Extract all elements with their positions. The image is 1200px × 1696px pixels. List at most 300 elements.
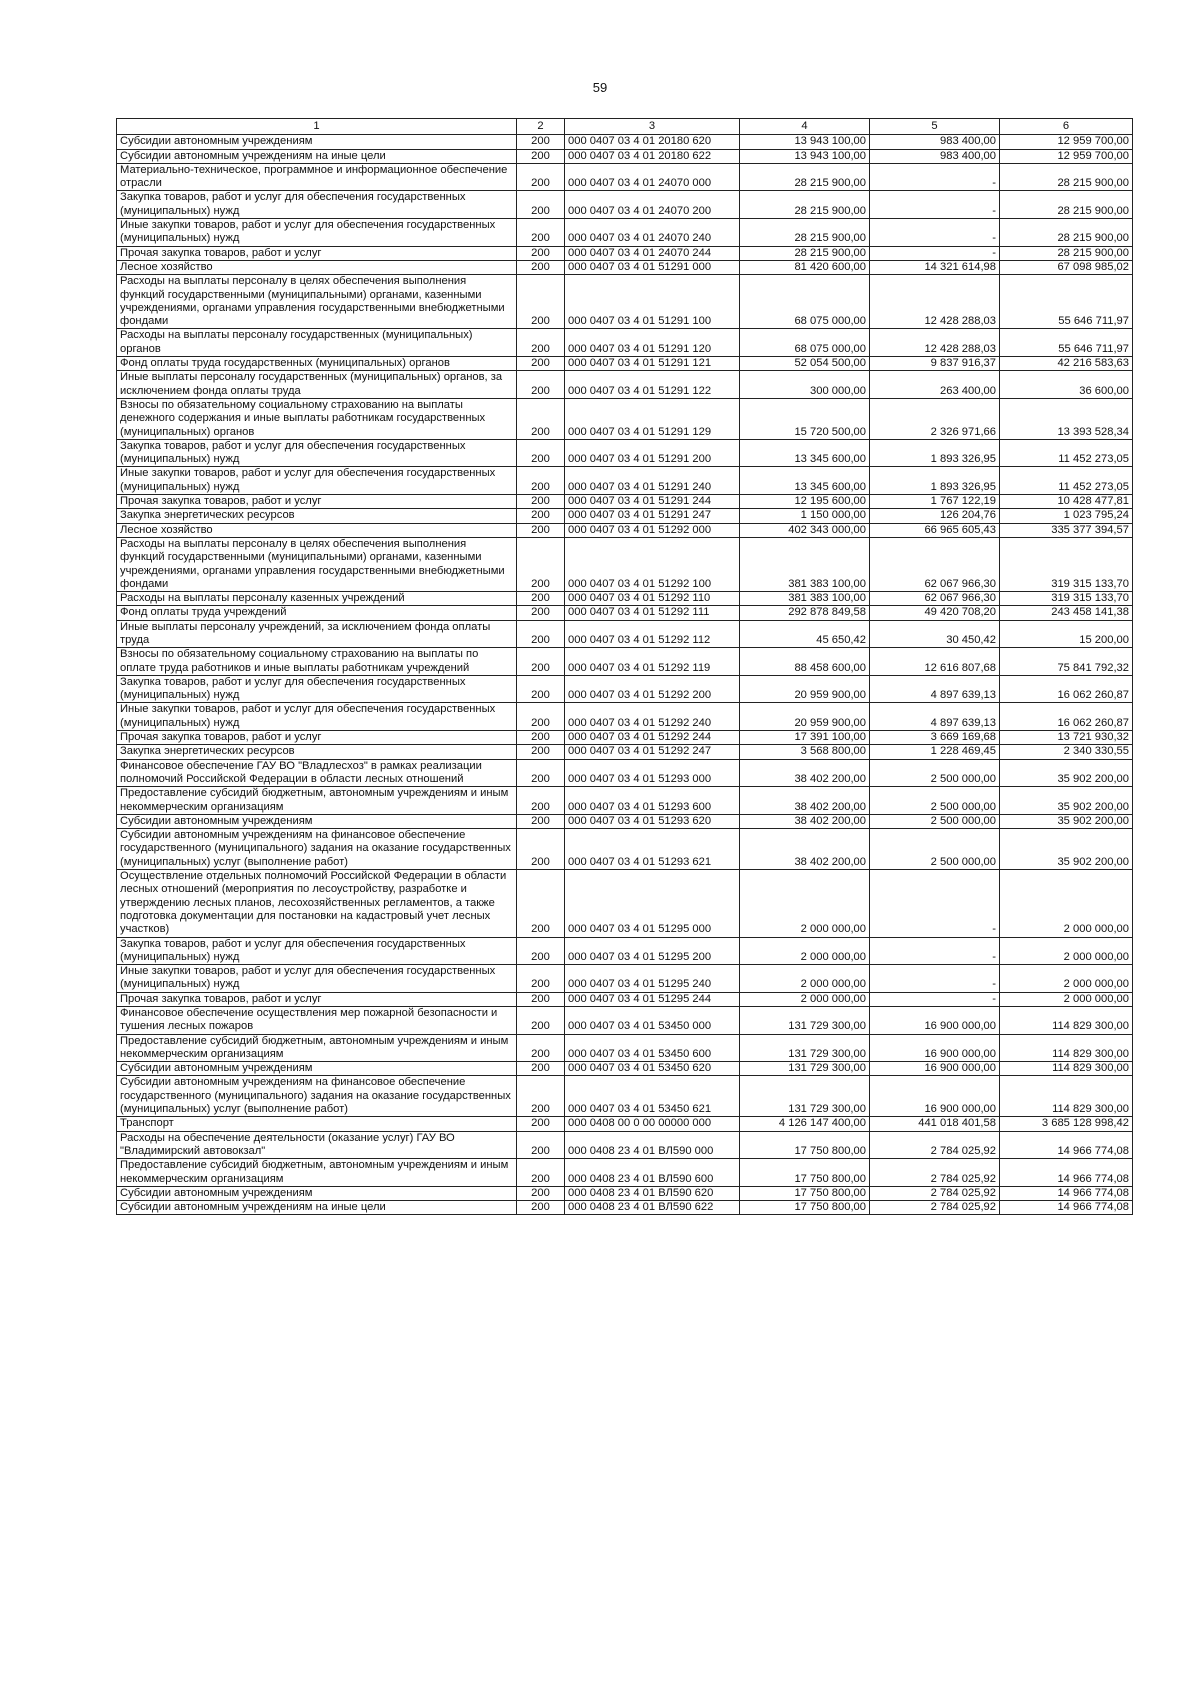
row-name-cell: Субсидии автономным учреждениям	[117, 814, 517, 828]
row-name-cell: Закупка товаров, работ и услуг для обеспечения государственных (муниципальных) нужд	[117, 439, 517, 467]
row-classification-cell: 000 0408 23 4 01 ВЛ590 000	[565, 1131, 740, 1159]
row-name-cell: Закупка энергетических ресурсов	[117, 509, 517, 523]
row-code-cell: 200	[517, 606, 565, 620]
row-approved-amount-cell: 131 729 300,00	[740, 1076, 870, 1117]
row-name-cell: Взносы по обязательному социальному страхованию на выплаты по оплате труда работников и иные выплаты работникам учреждений	[117, 648, 517, 676]
row-remaining-amount-cell: 10 428 477,81	[1000, 495, 1133, 509]
row-code-cell: 200	[517, 537, 565, 591]
table-row	[117, 829, 1133, 870]
row-approved-amount-cell: 52 054 500,00	[740, 357, 870, 371]
row-approved-amount-cell: 3 568 800,00	[740, 745, 870, 759]
table-row	[117, 439, 1133, 467]
row-code-cell: 200	[517, 398, 565, 439]
row-name-cell: Расходы на выплаты персоналу государственных (муниципальных) органов	[117, 329, 517, 357]
row-approved-amount-cell: 68 075 000,00	[740, 275, 870, 329]
row-executed-amount-cell: 3 669 169,68	[870, 731, 1000, 745]
row-remaining-amount-cell: 42 216 583,63	[1000, 357, 1133, 371]
row-name-cell: Субсидии автономным учреждениям	[117, 135, 517, 149]
table-row	[117, 1159, 1133, 1187]
row-remaining-amount-cell: 2 340 330,55	[1000, 745, 1133, 759]
row-code-cell: 200	[517, 1076, 565, 1117]
table-row	[117, 275, 1133, 329]
row-name-cell: Осуществление отдельных полномочий Российской Федерации в области лесных отношений (мероприятия по лесоустройству, разработке и утверждению лесных планов, лесохозяйственных регламентов, а также подготовка документации для постановки на кадастровый учет лесных участков)	[117, 870, 517, 937]
row-classification-cell: 000 0407 03 4 01 51292 247	[565, 745, 740, 759]
row-name-cell: Иные закупки товаров, работ и услуг для обеспечения государственных (муниципальных) нужд	[117, 703, 517, 731]
row-approved-amount-cell: 38 402 200,00	[740, 759, 870, 787]
row-approved-amount-cell: 13 345 600,00	[740, 467, 870, 495]
row-classification-cell: 000 0407 03 4 01 51292 200	[565, 675, 740, 703]
row-executed-amount-cell: 4 897 639,13	[870, 703, 1000, 731]
row-name-cell: Расходы на выплаты персоналу в целях обеспечения выполнения функций государственными (муниципальными) органами, казенными учреждениями, органами управления государственными внебюджетными фондами	[117, 275, 517, 329]
row-executed-amount-cell: 2 326 971,66	[870, 398, 1000, 439]
row-approved-amount-cell: 131 729 300,00	[740, 1007, 870, 1035]
row-executed-amount-cell: 126 204,76	[870, 509, 1000, 523]
row-executed-amount-cell: 441 018 401,58	[870, 1117, 1000, 1131]
row-approved-amount-cell: 17 391 100,00	[740, 731, 870, 745]
row-classification-cell: 000 0407 03 4 01 51295 240	[565, 965, 740, 993]
row-code-cell: 200	[517, 648, 565, 676]
row-executed-amount-cell: 2 500 000,00	[870, 829, 1000, 870]
row-executed-amount-cell: 2 500 000,00	[870, 814, 1000, 828]
row-approved-amount-cell: 13 345 600,00	[740, 439, 870, 467]
column-header: 3	[565, 119, 740, 135]
row-approved-amount-cell: 28 215 900,00	[740, 246, 870, 260]
row-remaining-amount-cell: 14 966 774,08	[1000, 1131, 1133, 1159]
row-name-cell: Субсидии автономным учреждениям	[117, 1062, 517, 1076]
row-executed-amount-cell: 1 767 122,19	[870, 495, 1000, 509]
page-number: 59	[592, 80, 608, 95]
row-approved-amount-cell: 13 943 100,00	[740, 149, 870, 163]
row-approved-amount-cell: 13 943 100,00	[740, 135, 870, 149]
row-classification-cell: 000 0407 03 4 01 51291 200	[565, 439, 740, 467]
row-executed-amount-cell: 16 900 000,00	[870, 1076, 1000, 1117]
table-row	[117, 246, 1133, 260]
table-row	[117, 495, 1133, 509]
table-row	[117, 787, 1133, 815]
row-code-cell: 200	[517, 829, 565, 870]
row-classification-cell: 000 0407 03 4 01 51291 000	[565, 260, 740, 274]
row-remaining-amount-cell: 114 829 300,00	[1000, 1034, 1133, 1062]
row-approved-amount-cell: 17 750 800,00	[740, 1159, 870, 1187]
table-row	[117, 992, 1133, 1006]
row-code-cell: 200	[517, 191, 565, 219]
row-remaining-amount-cell: 319 315 133,70	[1000, 592, 1133, 606]
row-executed-amount-cell: 14 321 614,98	[870, 260, 1000, 274]
row-name-cell: Расходы на выплаты персоналу в целях обеспечения выполнения функций государственными (муниципальными) органами, казенными учреждениями, органами управления государственными внебюджетными фондами	[117, 537, 517, 591]
row-remaining-amount-cell: 11 452 273,05	[1000, 467, 1133, 495]
row-code-cell: 200	[517, 937, 565, 965]
row-remaining-amount-cell: 1 023 795,24	[1000, 509, 1133, 523]
row-classification-cell: 000 0407 03 4 01 24070 200	[565, 191, 740, 219]
row-classification-cell: 000 0407 03 4 01 20180 622	[565, 149, 740, 163]
row-remaining-amount-cell: 12 959 700,00	[1000, 149, 1133, 163]
row-remaining-amount-cell: 55 646 711,97	[1000, 329, 1133, 357]
row-code-cell: 200	[517, 439, 565, 467]
row-remaining-amount-cell: 2 000 000,00	[1000, 965, 1133, 993]
table-row	[117, 357, 1133, 371]
row-code-cell: 200	[517, 814, 565, 828]
row-remaining-amount-cell: 335 377 394,57	[1000, 523, 1133, 537]
row-remaining-amount-cell: 13 393 528,34	[1000, 398, 1133, 439]
row-classification-cell: 000 0407 03 4 01 53450 600	[565, 1034, 740, 1062]
row-code-cell: 200	[517, 275, 565, 329]
row-executed-amount-cell: 263 400,00	[870, 371, 1000, 399]
row-code-cell: 200	[517, 1062, 565, 1076]
row-approved-amount-cell: 20 959 900,00	[740, 703, 870, 731]
table-row	[117, 703, 1133, 731]
column-number-header-row	[117, 119, 1133, 135]
row-remaining-amount-cell: 15 200,00	[1000, 620, 1133, 648]
table-row	[117, 675, 1133, 703]
row-name-cell: Расходы на выплаты персоналу казенных учреждений	[117, 592, 517, 606]
row-executed-amount-cell: -	[870, 163, 1000, 191]
row-name-cell: Субсидии автономным учреждениям на финансовое обеспечение государственного (муниципального) задания на оказание государственных (муниципальных) услуг (выполнение работ)	[117, 1076, 517, 1117]
row-classification-cell: 000 0407 03 4 01 51292 244	[565, 731, 740, 745]
row-remaining-amount-cell: 35 902 200,00	[1000, 829, 1133, 870]
row-code-cell: 200	[517, 149, 565, 163]
row-name-cell: Иные выплаты персоналу государственных (муниципальных) органов, за исключением фонда оплаты труда	[117, 371, 517, 399]
row-code-cell: 200	[517, 731, 565, 745]
row-approved-amount-cell: 381 383 100,00	[740, 537, 870, 591]
table-row	[117, 870, 1133, 937]
row-remaining-amount-cell: 55 646 711,97	[1000, 275, 1133, 329]
row-name-cell: Транспорт	[117, 1117, 517, 1131]
row-classification-cell: 000 0407 03 4 01 51291 122	[565, 371, 740, 399]
row-code-cell: 200	[517, 759, 565, 787]
row-approved-amount-cell: 38 402 200,00	[740, 814, 870, 828]
row-classification-cell: 000 0407 03 4 01 53450 620	[565, 1062, 740, 1076]
row-name-cell: Фонд оплаты труда государственных (муниципальных) органов	[117, 357, 517, 371]
row-approved-amount-cell: 45 650,42	[740, 620, 870, 648]
row-classification-cell: 000 0407 03 4 01 51295 000	[565, 870, 740, 937]
row-executed-amount-cell: 9 837 916,37	[870, 357, 1000, 371]
row-classification-cell: 000 0407 03 4 01 51291 120	[565, 329, 740, 357]
row-remaining-amount-cell: 319 315 133,70	[1000, 537, 1133, 591]
row-approved-amount-cell: 17 750 800,00	[740, 1186, 870, 1200]
row-name-cell: Прочая закупка товаров, работ и услуг	[117, 246, 517, 260]
row-executed-amount-cell: 16 900 000,00	[870, 1062, 1000, 1076]
row-classification-cell: 000 0407 03 4 01 51291 247	[565, 509, 740, 523]
row-executed-amount-cell: 1 893 326,95	[870, 439, 1000, 467]
row-code-cell: 200	[517, 1007, 565, 1035]
row-code-cell: 200	[517, 745, 565, 759]
table-row	[117, 329, 1133, 357]
table-row	[117, 1062, 1133, 1076]
row-code-cell: 200	[517, 260, 565, 274]
row-approved-amount-cell: 402 343 000,00	[740, 523, 870, 537]
row-code-cell: 200	[517, 992, 565, 1006]
table-row	[117, 219, 1133, 247]
row-classification-cell: 000 0407 03 4 01 51291 121	[565, 357, 740, 371]
table-row	[117, 467, 1133, 495]
row-executed-amount-cell: 2 500 000,00	[870, 787, 1000, 815]
table-row	[117, 814, 1133, 828]
row-remaining-amount-cell: 3 685 128 998,42	[1000, 1117, 1133, 1131]
row-classification-cell: 000 0407 03 4 01 51292 100	[565, 537, 740, 591]
table-row	[117, 163, 1133, 191]
row-classification-cell: 000 0407 03 4 01 51291 240	[565, 467, 740, 495]
row-remaining-amount-cell: 114 829 300,00	[1000, 1076, 1133, 1117]
row-remaining-amount-cell: 12 959 700,00	[1000, 135, 1133, 149]
row-classification-cell: 000 0407 03 4 01 53450 000	[565, 1007, 740, 1035]
row-executed-amount-cell: -	[870, 870, 1000, 937]
table-row	[117, 648, 1133, 676]
row-code-cell: 200	[517, 787, 565, 815]
row-remaining-amount-cell: 28 215 900,00	[1000, 163, 1133, 191]
row-approved-amount-cell: 81 420 600,00	[740, 260, 870, 274]
row-code-cell: 200	[517, 1201, 565, 1215]
row-code-cell: 200	[517, 965, 565, 993]
row-executed-amount-cell: 2 500 000,00	[870, 759, 1000, 787]
row-remaining-amount-cell: 2 000 000,00	[1000, 937, 1133, 965]
row-approved-amount-cell: 38 402 200,00	[740, 787, 870, 815]
table-row	[117, 606, 1133, 620]
table-row	[117, 523, 1133, 537]
row-remaining-amount-cell: 35 902 200,00	[1000, 814, 1133, 828]
row-remaining-amount-cell: 243 458 141,38	[1000, 606, 1133, 620]
row-remaining-amount-cell: 13 721 930,32	[1000, 731, 1133, 745]
row-approved-amount-cell: 28 215 900,00	[740, 163, 870, 191]
table-row	[117, 1186, 1133, 1200]
table-row	[117, 1131, 1133, 1159]
row-classification-cell: 000 0407 03 4 01 51292 111	[565, 606, 740, 620]
table-body	[117, 135, 1133, 1215]
row-code-cell: 200	[517, 1117, 565, 1131]
row-code-cell: 200	[517, 1186, 565, 1200]
row-code-cell: 200	[517, 592, 565, 606]
row-name-cell: Субсидии автономным учреждениям	[117, 1186, 517, 1200]
row-code-cell: 200	[517, 163, 565, 191]
table-row	[117, 537, 1133, 591]
row-classification-cell: 000 0407 03 4 01 51293 621	[565, 829, 740, 870]
row-classification-cell: 000 0407 03 4 01 51292 240	[565, 703, 740, 731]
row-approved-amount-cell: 17 750 800,00	[740, 1131, 870, 1159]
table-row	[117, 191, 1133, 219]
row-executed-amount-cell: -	[870, 219, 1000, 247]
table-row	[117, 1076, 1133, 1117]
row-classification-cell: 000 0407 03 4 01 51292 112	[565, 620, 740, 648]
table-row	[117, 509, 1133, 523]
row-executed-amount-cell: 2 784 025,92	[870, 1186, 1000, 1200]
row-remaining-amount-cell: 35 902 200,00	[1000, 787, 1133, 815]
row-executed-amount-cell: -	[870, 191, 1000, 219]
row-executed-amount-cell: -	[870, 992, 1000, 1006]
row-remaining-amount-cell: 114 829 300,00	[1000, 1007, 1133, 1035]
row-name-cell: Иные закупки товаров, работ и услуг для обеспечения государственных (муниципальных) нужд	[117, 467, 517, 495]
row-remaining-amount-cell: 14 966 774,08	[1000, 1201, 1133, 1215]
row-approved-amount-cell: 2 000 000,00	[740, 937, 870, 965]
row-remaining-amount-cell: 14 966 774,08	[1000, 1159, 1133, 1187]
row-name-cell: Закупка товаров, работ и услуг для обеспечения государственных (муниципальных) нужд	[117, 191, 517, 219]
row-classification-cell: 000 0407 03 4 01 51292 119	[565, 648, 740, 676]
row-approved-amount-cell: 12 195 600,00	[740, 495, 870, 509]
table-row	[117, 1117, 1133, 1131]
row-code-cell: 200	[517, 703, 565, 731]
row-approved-amount-cell: 292 878 849,58	[740, 606, 870, 620]
row-name-cell: Предоставление субсидий бюджетным, автономным учреждениям и иным некоммерческим организациям	[117, 1159, 517, 1187]
row-name-cell: Расходы на обеспечение деятельности (оказание услуг) ГАУ ВО "Владимирский автовокзал"	[117, 1131, 517, 1159]
row-remaining-amount-cell: 16 062 260,87	[1000, 703, 1133, 731]
row-classification-cell: 000 0407 03 4 01 24070 000	[565, 163, 740, 191]
row-classification-cell: 000 0407 03 4 01 51293 000	[565, 759, 740, 787]
column-header: 5	[870, 119, 1000, 135]
table-row	[117, 965, 1133, 993]
row-approved-amount-cell: 381 383 100,00	[740, 592, 870, 606]
row-executed-amount-cell: 12 428 288,03	[870, 329, 1000, 357]
row-executed-amount-cell: -	[870, 246, 1000, 260]
row-classification-cell: 000 0407 03 4 01 51295 200	[565, 937, 740, 965]
row-remaining-amount-cell: 2 000 000,00	[1000, 870, 1133, 937]
row-classification-cell: 000 0407 03 4 01 24070 244	[565, 246, 740, 260]
row-name-cell: Закупка энергетических ресурсов	[117, 745, 517, 759]
row-name-cell: Прочая закупка товаров, работ и услуг	[117, 495, 517, 509]
row-code-cell: 200	[517, 329, 565, 357]
row-executed-amount-cell: 49 420 708,20	[870, 606, 1000, 620]
table-row	[117, 1007, 1133, 1035]
row-approved-amount-cell: 38 402 200,00	[740, 829, 870, 870]
row-code-cell: 200	[517, 357, 565, 371]
row-classification-cell: 000 0408 23 4 01 ВЛ590 620	[565, 1186, 740, 1200]
row-classification-cell: 000 0407 03 4 01 51292 110	[565, 592, 740, 606]
column-header: 1	[117, 119, 517, 135]
row-approved-amount-cell: 2 000 000,00	[740, 965, 870, 993]
row-classification-cell: 000 0407 03 4 01 51293 620	[565, 814, 740, 828]
row-remaining-amount-cell: 28 215 900,00	[1000, 191, 1133, 219]
row-approved-amount-cell: 15 720 500,00	[740, 398, 870, 439]
row-remaining-amount-cell: 28 215 900,00	[1000, 219, 1133, 247]
row-executed-amount-cell: 30 450,42	[870, 620, 1000, 648]
row-remaining-amount-cell: 2 000 000,00	[1000, 992, 1133, 1006]
table-row	[117, 135, 1133, 149]
table-row	[117, 745, 1133, 759]
row-executed-amount-cell: 983 400,00	[870, 149, 1000, 163]
row-name-cell: Взносы по обязательному социальному страхованию на выплаты денежного содержания и иные выплаты работникам государственных (муниципальных) органов	[117, 398, 517, 439]
row-name-cell: Финансовое обеспечение осуществления мер пожарной безопасности и тушения лесных пожаров	[117, 1007, 517, 1035]
row-classification-cell: 000 0407 03 4 01 51295 244	[565, 992, 740, 1006]
row-classification-cell: 000 0408 23 4 01 ВЛ590 622	[565, 1201, 740, 1215]
row-approved-amount-cell: 1 150 000,00	[740, 509, 870, 523]
row-classification-cell: 000 0407 03 4 01 20180 620	[565, 135, 740, 149]
row-name-cell: Предоставление субсидий бюджетным, автономным учреждениям и иным некоммерческим организациям	[117, 787, 517, 815]
row-approved-amount-cell: 17 750 800,00	[740, 1201, 870, 1215]
table-row	[117, 620, 1133, 648]
table-row	[117, 260, 1133, 274]
row-code-cell: 200	[517, 219, 565, 247]
row-executed-amount-cell: 4 897 639,13	[870, 675, 1000, 703]
row-code-cell: 200	[517, 675, 565, 703]
row-code-cell: 200	[517, 246, 565, 260]
row-name-cell: Финансовое обеспечение ГАУ ВО "Владлесхоз" в рамках реализации полномочий Российской Федерации в области лесных отношений	[117, 759, 517, 787]
row-remaining-amount-cell: 28 215 900,00	[1000, 246, 1133, 260]
row-remaining-amount-cell: 67 098 985,02	[1000, 260, 1133, 274]
row-name-cell: Прочая закупка товаров, работ и услуг	[117, 992, 517, 1006]
row-remaining-amount-cell: 14 966 774,08	[1000, 1186, 1133, 1200]
row-executed-amount-cell: 2 784 025,92	[870, 1131, 1000, 1159]
table-row	[117, 371, 1133, 399]
row-approved-amount-cell: 131 729 300,00	[740, 1034, 870, 1062]
row-executed-amount-cell: -	[870, 965, 1000, 993]
row-code-cell: 200	[517, 371, 565, 399]
row-code-cell: 200	[517, 870, 565, 937]
row-classification-cell: 000 0408 00 0 00 00000 000	[565, 1117, 740, 1131]
row-name-cell: Иные закупки товаров, работ и услуг для обеспечения государственных (муниципальных) нужд	[117, 965, 517, 993]
budget-execution-table	[116, 118, 1133, 1215]
row-remaining-amount-cell: 75 841 792,32	[1000, 648, 1133, 676]
row-executed-amount-cell: 1 893 326,95	[870, 467, 1000, 495]
row-executed-amount-cell: 12 616 807,68	[870, 648, 1000, 676]
column-header: 2	[517, 119, 565, 135]
row-name-cell: Лесное хозяйство	[117, 523, 517, 537]
row-name-cell: Закупка товаров, работ и услуг для обеспечения государственных (муниципальных) нужд	[117, 937, 517, 965]
row-executed-amount-cell: 2 784 025,92	[870, 1159, 1000, 1187]
row-remaining-amount-cell: 11 452 273,05	[1000, 439, 1133, 467]
table-row	[117, 1201, 1133, 1215]
row-approved-amount-cell: 2 000 000,00	[740, 870, 870, 937]
row-name-cell: Фонд оплаты труда учреждений	[117, 606, 517, 620]
table-row	[117, 149, 1133, 163]
row-approved-amount-cell: 300 000,00	[740, 371, 870, 399]
row-classification-cell: 000 0408 23 4 01 ВЛ590 600	[565, 1159, 740, 1187]
row-classification-cell: 000 0407 03 4 01 51291 100	[565, 275, 740, 329]
row-remaining-amount-cell: 35 902 200,00	[1000, 759, 1133, 787]
table-row	[117, 1034, 1133, 1062]
row-code-cell: 200	[517, 1131, 565, 1159]
row-name-cell: Иные выплаты персоналу учреждений, за исключением фонда оплаты труда	[117, 620, 517, 648]
row-code-cell: 200	[517, 1034, 565, 1062]
row-name-cell: Прочая закупка товаров, работ и услуг	[117, 731, 517, 745]
row-name-cell: Лесное хозяйство	[117, 260, 517, 274]
row-executed-amount-cell: 16 900 000,00	[870, 1034, 1000, 1062]
row-name-cell: Субсидии автономным учреждениям на иные цели	[117, 149, 517, 163]
row-name-cell: Субсидии автономным учреждениям на финансовое обеспечение государственного (муниципального) задания на оказание государственных (муниципальных) услуг (выполнение работ)	[117, 829, 517, 870]
table-row	[117, 937, 1133, 965]
row-executed-amount-cell: 983 400,00	[870, 135, 1000, 149]
table-row	[117, 398, 1133, 439]
row-executed-amount-cell: 1 228 469,45	[870, 745, 1000, 759]
row-approved-amount-cell: 28 215 900,00	[740, 191, 870, 219]
row-name-cell: Предоставление субсидий бюджетным, автономным учреждениям и иным некоммерческим организациям	[117, 1034, 517, 1062]
row-remaining-amount-cell: 114 829 300,00	[1000, 1062, 1133, 1076]
row-remaining-amount-cell: 16 062 260,87	[1000, 675, 1133, 703]
row-approved-amount-cell: 4 126 147 400,00	[740, 1117, 870, 1131]
column-header: 4	[740, 119, 870, 135]
row-approved-amount-cell: 20 959 900,00	[740, 675, 870, 703]
row-executed-amount-cell: 62 067 966,30	[870, 592, 1000, 606]
row-code-cell: 200	[517, 509, 565, 523]
row-code-cell: 200	[517, 523, 565, 537]
row-code-cell: 200	[517, 135, 565, 149]
row-approved-amount-cell: 88 458 600,00	[740, 648, 870, 676]
table-row	[117, 731, 1133, 745]
row-classification-cell: 000 0407 03 4 01 51291 244	[565, 495, 740, 509]
row-name-cell: Субсидии автономным учреждениям на иные цели	[117, 1201, 517, 1215]
row-executed-amount-cell: 66 965 605,43	[870, 523, 1000, 537]
row-approved-amount-cell: 68 075 000,00	[740, 329, 870, 357]
row-classification-cell: 000 0407 03 4 01 51293 600	[565, 787, 740, 815]
column-header: 6	[1000, 119, 1133, 135]
row-name-cell: Материально-техническое, программное и информационное обеспечение отрасли	[117, 163, 517, 191]
row-approved-amount-cell: 131 729 300,00	[740, 1062, 870, 1076]
table-row	[117, 592, 1133, 606]
row-executed-amount-cell: -	[870, 937, 1000, 965]
row-name-cell: Иные закупки товаров, работ и услуг для обеспечения государственных (муниципальных) нужд	[117, 219, 517, 247]
row-remaining-amount-cell: 36 600,00	[1000, 371, 1133, 399]
row-approved-amount-cell: 2 000 000,00	[740, 992, 870, 1006]
row-executed-amount-cell: 2 784 025,92	[870, 1201, 1000, 1215]
row-executed-amount-cell: 12 428 288,03	[870, 275, 1000, 329]
row-classification-cell: 000 0407 03 4 01 24070 240	[565, 219, 740, 247]
row-code-cell: 200	[517, 467, 565, 495]
